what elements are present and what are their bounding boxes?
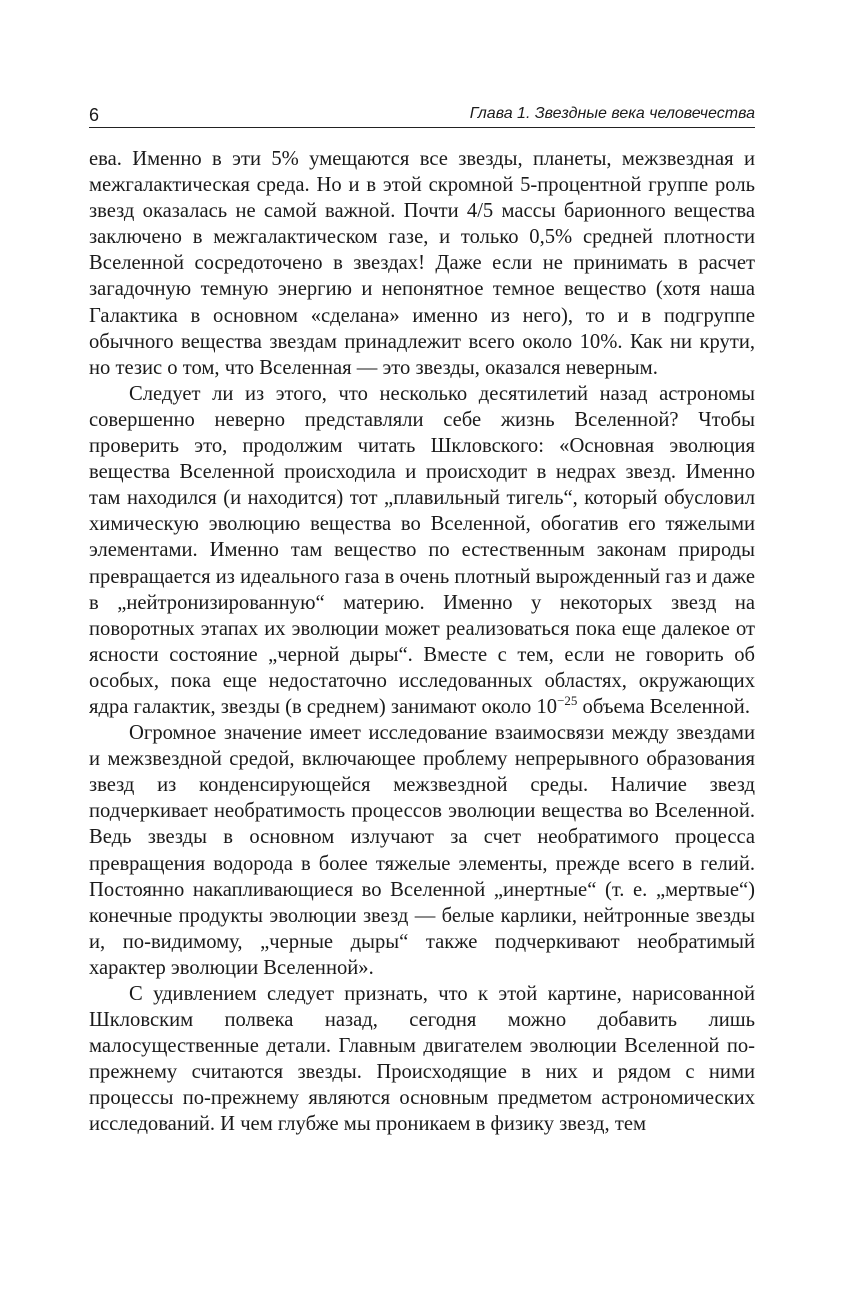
exponent: −25 (557, 692, 578, 708)
running-header (89, 101, 755, 128)
paragraph-2 (89, 381, 755, 720)
paragraph-3: Огромное значение имеет исследование взаимосвязи между звездами и межзвездной средой, включающее проблему непрерывного образования звезд из конденсирующейся межзвездной среды. Наличие звезд подчеркивает необратимость процессов эволюции вещества во Вселенной. Ведь звезды в основном излучают за счет необратимого процесса превращения водорода в более тяжелые элементы, прежде всего в гелий. Постоянно накапливающиеся во Вселенной „инертные“ (т. е. „мертвые“) конечные продукты эволюции звезд — белые карлики, нейтронные звезды и, по-видимому, „черные дыры“ также подчеркивают необратимый характер эволюции Вселенной». (89, 722, 755, 979)
paragraph-1: ева. Именно в эти 5% умещаются все звезды, планеты, межзвездная и межгалактическая среда. Но и в этой скромной 5-процентной группе роль звезд оказалась не самой важной. Почти 4/5 массы барионного вещества заключено в межгалактическом газе, и только 0,5% средней плотности Вселенной сосредоточено в звездах! Даже если не принимать в расчет загадочную темную энергию и непонятное темное вещество (хотя наша Галактика в основном «сделана» именно из него), то и в подгруппе обычного вещества звездам принадлежит всего около 10%. Как ни крути, но тезис о том, что Вселенная — это звезды, оказался неверным. (89, 148, 755, 379)
paragraph-2-tail: объема Вселенной. (577, 695, 750, 718)
paragraph-4: С удивлением следует признать, что к этой картине, нарисованной Шкловским полвека назад, сегодня можно добавить лишь малосущественные детали. Главным двигателем эволюции Вселенной по-прежнему считаются звезды. Происходящие в них и рядом с ними процессы по-прежнему являются основным предметом астрономических исследований. И чем глубже мы проникаем в физику звезд, тем (89, 983, 755, 1136)
paragraph-2-text: Следует ли из этого, что несколько десятилетий назад астрономы совершенно неверно представляли себе жизнь Вселенной? Чтобы проверить это, продолжим читать Шкловского: «Основная эволюция вещества Вселенной происходила и происходит в недрах звезд. Именно там находился (и находится) тот „плавильный тигель“, который обусловил химическую эволюцию вещества во Вселенной, обогатив его тяжелыми элементами. Именно там вещество по естественным законам природы превращается из идеального газа в очень плотный вырожденный газ и даже в „нейтронизированную“ материю. Именно у некоторых звезд на поворотных этапах их эволюции может реализоваться пока еще далекое от ясности состояние „черной дыры“. Вместе с тем, если не говорить об особых, пока еще недостаточно исследованных областях, окружающих ядра галактик, звезды (в среднем) занимают около 10 (89, 382, 755, 718)
page-number: 6 (89, 105, 100, 125)
body-text (89, 146, 755, 1138)
chapter-title: Глава 1. Звездные века человечества (469, 105, 755, 122)
